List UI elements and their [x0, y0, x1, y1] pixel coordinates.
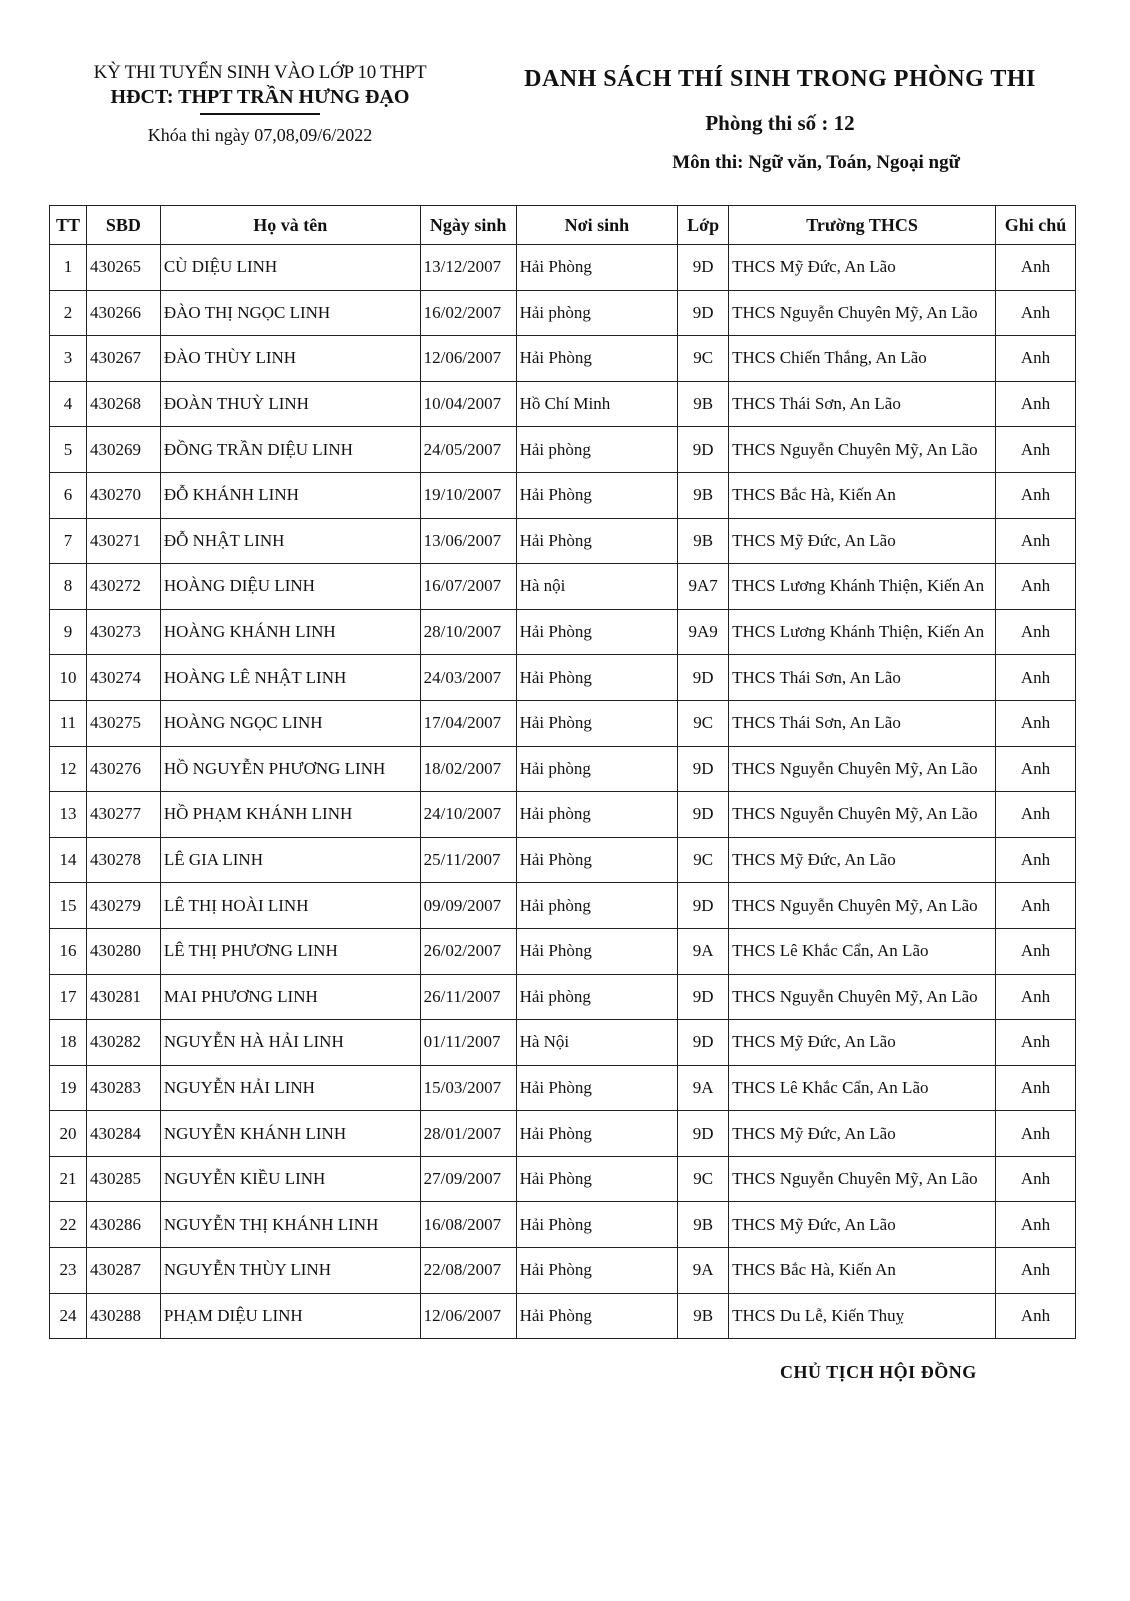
cell-birth-place: Hải Phòng: [516, 1111, 678, 1157]
cell-full-name: ĐÀO THỊ NGỌC LINH: [160, 290, 420, 336]
cell-class: 9B: [678, 1202, 729, 1248]
table-row: [50, 928, 1076, 974]
room-number: Phòng thi số : 12: [705, 111, 855, 135]
cell-school: THCS Nguyễn Chuyên Mỹ, An Lão: [729, 792, 996, 838]
cell-full-name: NGUYỄN HẢI LINH: [160, 1065, 420, 1111]
cell-full-name: HOÀNG LÊ NHẬT LINH: [160, 655, 420, 701]
cell-school: THCS Bắc Hà, Kiến An: [729, 1248, 996, 1294]
cell-school: THCS Nguyễn Chuyên Mỹ, An Lão: [729, 427, 996, 473]
cell-school: THCS Lương Khánh Thiện, Kiến An: [729, 564, 996, 610]
cell-tt: 4: [50, 381, 87, 427]
cell-birth-date: 22/08/2007: [420, 1248, 516, 1294]
table-row: [50, 609, 1076, 655]
cell-class: 9D: [678, 427, 729, 473]
cell-birth-date: 27/09/2007: [420, 1156, 516, 1202]
cell-birth-place: Hải Phòng: [516, 837, 678, 883]
cell-full-name: HOÀNG DIỆU LINH: [160, 564, 420, 610]
council-name: HĐCT: THPT TRẦN HƯNG ĐẠO: [110, 86, 410, 108]
cell-birth-place: Hải phòng: [516, 427, 678, 473]
cell-note: Anh: [996, 1202, 1076, 1248]
cell-birth-place: Hải Phòng: [516, 1065, 678, 1111]
cell-birth-date: 24/10/2007: [420, 792, 516, 838]
cell-birth-place: Hải Phòng: [516, 336, 678, 382]
cell-full-name: CÙ DIỆU LINH: [160, 245, 420, 291]
cell-school: THCS Nguyễn Chuyên Mỹ, An Lão: [729, 974, 996, 1020]
cell-full-name: PHẠM DIỆU LINH: [160, 1293, 420, 1339]
cell-sbd: 430283: [86, 1065, 160, 1111]
column-header-note: Ghi chú: [996, 206, 1076, 245]
cell-sbd: 430273: [86, 609, 160, 655]
cell-birth-date: 26/02/2007: [420, 928, 516, 974]
table-row: [50, 746, 1076, 792]
cell-tt: 7: [50, 518, 87, 564]
cell-birth-date: 16/07/2007: [420, 564, 516, 610]
cell-note: Anh: [996, 792, 1076, 838]
cell-sbd: 430286: [86, 1202, 160, 1248]
cell-birth-place: Hải Phòng: [516, 518, 678, 564]
cell-birth-place: Hải Phòng: [516, 700, 678, 746]
cell-note: Anh: [996, 928, 1076, 974]
cell-tt: 3: [50, 336, 87, 382]
cell-school: THCS Thái Sơn, An Lão: [729, 381, 996, 427]
cell-birth-place: Hồ Chí Minh: [516, 381, 678, 427]
cell-note: Anh: [996, 655, 1076, 701]
exam-dates: Khóa thi ngày 07,08,09/6/2022: [147, 125, 373, 145]
cell-sbd: 430288: [86, 1293, 160, 1339]
table-row: [50, 381, 1076, 427]
cell-school: THCS Nguyễn Chuyên Mỹ, An Lão: [729, 746, 996, 792]
cell-birth-place: Hải phòng: [516, 974, 678, 1020]
cell-note: Anh: [996, 974, 1076, 1020]
table-row: [50, 1020, 1076, 1066]
cell-full-name: NGUYỄN KIỀU LINH: [160, 1156, 420, 1202]
cell-note: Anh: [996, 609, 1076, 655]
cell-school: THCS Nguyễn Chuyên Mỹ, An Lão: [729, 290, 996, 336]
cell-class: 9D: [678, 290, 729, 336]
cell-tt: 10: [50, 655, 87, 701]
cell-school: THCS Mỹ Đức, An Lão: [729, 837, 996, 883]
cell-note: Anh: [996, 1156, 1076, 1202]
cell-school: THCS Mỹ Đức, An Lão: [729, 1111, 996, 1157]
cell-full-name: HOÀNG NGỌC LINH: [160, 700, 420, 746]
cell-school: THCS Mỹ Đức, An Lão: [729, 245, 996, 291]
table-row: [50, 336, 1076, 382]
cell-tt: 12: [50, 746, 87, 792]
cell-tt: 9: [50, 609, 87, 655]
cell-birth-date: 18/02/2007: [420, 746, 516, 792]
cell-note: Anh: [996, 518, 1076, 564]
cell-birth-date: 15/03/2007: [420, 1065, 516, 1111]
cell-class: 9D: [678, 746, 729, 792]
table-row: [50, 1293, 1076, 1339]
cell-note: Anh: [996, 336, 1076, 382]
cell-birth-date: 19/10/2007: [420, 472, 516, 518]
cell-class: 9D: [678, 974, 729, 1020]
table-row: [50, 564, 1076, 610]
table-row: [50, 655, 1076, 701]
cell-birth-date: 09/09/2007: [420, 883, 516, 929]
cell-birth-date: 16/08/2007: [420, 1202, 516, 1248]
cell-birth-place: Hải Phòng: [516, 1202, 678, 1248]
cell-school: THCS Du Lễ, Kiến Thuỵ: [729, 1293, 996, 1339]
cell-sbd: 430274: [86, 655, 160, 701]
council-header: [40, 62, 480, 146]
cell-tt: 19: [50, 1065, 87, 1111]
cell-school: THCS Nguyễn Chuyên Mỹ, An Lão: [729, 1156, 996, 1202]
cell-birth-date: 26/11/2007: [420, 974, 516, 1020]
cell-birth-date: 12/06/2007: [420, 336, 516, 382]
column-header-sbd: SBD: [86, 206, 160, 245]
cell-sbd: 430275: [86, 700, 160, 746]
cell-school: THCS Bắc Hà, Kiến An: [729, 472, 996, 518]
cell-full-name: NGUYỄN THỊ KHÁNH LINH: [160, 1202, 420, 1248]
cell-tt: 13: [50, 792, 87, 838]
cell-class: 9D: [678, 245, 729, 291]
cell-class: 9A: [678, 928, 729, 974]
table-row: [50, 974, 1076, 1020]
cell-note: Anh: [996, 427, 1076, 473]
cell-sbd: 430278: [86, 837, 160, 883]
cell-tt: 21: [50, 1156, 87, 1202]
cell-full-name: LÊ GIA LINH: [160, 837, 420, 883]
cell-birth-date: 28/10/2007: [420, 609, 516, 655]
cell-full-name: ĐÀO THÙY LINH: [160, 336, 420, 382]
cell-birth-place: Hải Phòng: [516, 472, 678, 518]
cell-tt: 5: [50, 427, 87, 473]
cell-note: Anh: [996, 1293, 1076, 1339]
cell-sbd: 430269: [86, 427, 160, 473]
cell-birth-date: 17/04/2007: [420, 700, 516, 746]
cell-class: 9D: [678, 1111, 729, 1157]
cell-note: Anh: [996, 746, 1076, 792]
cell-full-name: MAI PHƯƠNG LINH: [160, 974, 420, 1020]
cell-class: 9B: [678, 381, 729, 427]
cell-full-name: HOÀNG KHÁNH LINH: [160, 609, 420, 655]
cell-sbd: 430265: [86, 245, 160, 291]
cell-full-name: LÊ THỊ HOÀI LINH: [160, 883, 420, 929]
cell-tt: 2: [50, 290, 87, 336]
cell-birth-date: 12/06/2007: [420, 1293, 516, 1339]
cell-sbd: 430271: [86, 518, 160, 564]
cell-sbd: 430267: [86, 336, 160, 382]
cell-class: 9A: [678, 1065, 729, 1111]
cell-sbd: 430268: [86, 381, 160, 427]
cell-birth-date: 28/01/2007: [420, 1111, 516, 1157]
cell-note: Anh: [996, 245, 1076, 291]
cell-note: Anh: [996, 1111, 1076, 1157]
cell-class: 9C: [678, 700, 729, 746]
cell-note: Anh: [996, 381, 1076, 427]
table-header-row: [50, 206, 1076, 245]
cell-class: 9D: [678, 655, 729, 701]
cell-school: THCS Lê Khắc Cẩn, An Lão: [729, 1065, 996, 1111]
cell-sbd: 430270: [86, 472, 160, 518]
table-row: [50, 837, 1076, 883]
cell-birth-date: 24/03/2007: [420, 655, 516, 701]
cell-sbd: 430266: [86, 290, 160, 336]
column-header-full-name: Họ và tên: [160, 206, 420, 245]
cell-class: 9C: [678, 1156, 729, 1202]
column-header-tt: TT: [50, 206, 87, 245]
cell-note: Anh: [996, 837, 1076, 883]
column-header-class: Lớp: [678, 206, 729, 245]
cell-birth-place: Hải Phòng: [516, 655, 678, 701]
cell-birth-place: Hà Nội: [516, 1020, 678, 1066]
cell-tt: 8: [50, 564, 87, 610]
cell-birth-place: Hà nội: [516, 564, 678, 610]
cell-school: THCS Chiến Thắng, An Lão: [729, 336, 996, 382]
cell-birth-date: 13/06/2007: [420, 518, 516, 564]
cell-full-name: HỒ PHẠM KHÁNH LINH: [160, 792, 420, 838]
cell-full-name: ĐỒNG TRẦN DIỆU LINH: [160, 427, 420, 473]
cell-birth-date: 01/11/2007: [420, 1020, 516, 1066]
cell-class: 9C: [678, 837, 729, 883]
cell-class: 9A9: [678, 609, 729, 655]
cell-school: THCS Mỹ Đức, An Lão: [729, 1202, 996, 1248]
document-title: DANH SÁCH THÍ SINH TRONG PHÒNG THI: [524, 66, 1036, 92]
cell-tt: 6: [50, 472, 87, 518]
cell-sbd: 430287: [86, 1248, 160, 1294]
cell-tt: 1: [50, 245, 87, 291]
cell-birth-place: Hải phòng: [516, 792, 678, 838]
cell-birth-place: Hải phòng: [516, 746, 678, 792]
divider: [200, 113, 320, 115]
document-header: [500, 66, 1060, 174]
cell-school: THCS Lê Khắc Cẩn, An Lão: [729, 928, 996, 974]
cell-birth-place: Hải phòng: [516, 883, 678, 929]
cell-sbd: 430284: [86, 1111, 160, 1157]
column-header-birth-place: Nơi sinh: [516, 206, 678, 245]
cell-birth-place: Hải Phòng: [516, 1248, 678, 1294]
cell-full-name: ĐỖ KHÁNH LINH: [160, 472, 420, 518]
cell-full-name: NGUYỄN KHÁNH LINH: [160, 1111, 420, 1157]
cell-note: Anh: [996, 1248, 1076, 1294]
cell-sbd: 430282: [86, 1020, 160, 1066]
cell-tt: 11: [50, 700, 87, 746]
cell-sbd: 430285: [86, 1156, 160, 1202]
cell-note: Anh: [996, 290, 1076, 336]
cell-sbd: 430272: [86, 564, 160, 610]
cell-class: 9D: [678, 883, 729, 929]
table-row: [50, 1065, 1076, 1111]
cell-sbd: 430276: [86, 746, 160, 792]
cell-class: 9B: [678, 518, 729, 564]
cell-birth-date: 25/11/2007: [420, 837, 516, 883]
table-row: [50, 700, 1076, 746]
cell-tt: 14: [50, 837, 87, 883]
cell-school: THCS Thái Sơn, An Lão: [729, 655, 996, 701]
table-row: [50, 1111, 1076, 1157]
cell-birth-place: Hải phòng: [516, 290, 678, 336]
cell-school: THCS Mỹ Đức, An Lão: [729, 1020, 996, 1066]
cell-note: Anh: [996, 700, 1076, 746]
column-header-school: Trường THCS: [729, 206, 996, 245]
cell-sbd: 430280: [86, 928, 160, 974]
cell-birth-date: 16/02/2007: [420, 290, 516, 336]
column-header-birth-date: Ngày sinh: [420, 206, 516, 245]
table-row: [50, 472, 1076, 518]
cell-birth-place: Hải Phòng: [516, 928, 678, 974]
table-row: [50, 245, 1076, 291]
cell-note: Anh: [996, 883, 1076, 929]
cell-tt: 18: [50, 1020, 87, 1066]
cell-sbd: 430279: [86, 883, 160, 929]
cell-full-name: LÊ THỊ PHƯƠNG LINH: [160, 928, 420, 974]
table-row: [50, 1202, 1076, 1248]
cell-tt: 15: [50, 883, 87, 929]
cell-class: 9D: [678, 792, 729, 838]
cell-birth-place: Hải Phòng: [516, 609, 678, 655]
cell-class: 9B: [678, 472, 729, 518]
cell-sbd: 430281: [86, 974, 160, 1020]
signature-title: CHỦ TỊCH HỘI ĐỒNG: [780, 1362, 977, 1382]
cell-birth-date: 24/05/2007: [420, 427, 516, 473]
cell-birth-place: Hải Phòng: [516, 1293, 678, 1339]
table-row: [50, 1248, 1076, 1294]
cell-note: Anh: [996, 564, 1076, 610]
cell-note: Anh: [996, 472, 1076, 518]
table-row: [50, 792, 1076, 838]
exam-name: KỲ THI TUYỂN SINH VÀO LỚP 10 THPT: [93, 62, 427, 83]
cell-class: 9B: [678, 1293, 729, 1339]
table-row: [50, 883, 1076, 929]
cell-tt: 22: [50, 1202, 87, 1248]
candidate-table: [49, 205, 1076, 1339]
exam-subjects: Môn thi: Ngữ văn, Toán, Ngoại ngữ: [672, 152, 960, 173]
cell-note: Anh: [996, 1020, 1076, 1066]
cell-class: 9D: [678, 1020, 729, 1066]
cell-full-name: ĐOÀN THUỲ LINH: [160, 381, 420, 427]
cell-tt: 24: [50, 1293, 87, 1339]
cell-birth-date: 13/12/2007: [420, 245, 516, 291]
cell-class: 9A7: [678, 564, 729, 610]
cell-full-name: HỒ NGUYỄN PHƯƠNG LINH: [160, 746, 420, 792]
table-row: [50, 1156, 1076, 1202]
cell-school: THCS Mỹ Đức, An Lão: [729, 518, 996, 564]
cell-note: Anh: [996, 1065, 1076, 1111]
table-row: [50, 427, 1076, 473]
cell-sbd: 430277: [86, 792, 160, 838]
cell-class: 9A: [678, 1248, 729, 1294]
cell-tt: 20: [50, 1111, 87, 1157]
cell-school: THCS Thái Sơn, An Lão: [729, 700, 996, 746]
cell-tt: 16: [50, 928, 87, 974]
cell-tt: 23: [50, 1248, 87, 1294]
cell-class: 9C: [678, 336, 729, 382]
cell-full-name: NGUYỄN HÀ HẢI LINH: [160, 1020, 420, 1066]
cell-full-name: NGUYỄN THÙY LINH: [160, 1248, 420, 1294]
cell-school: THCS Nguyễn Chuyên Mỹ, An Lão: [729, 883, 996, 929]
table-row: [50, 518, 1076, 564]
cell-full-name: ĐỖ NHẬT LINH: [160, 518, 420, 564]
cell-birth-place: Hải Phòng: [516, 245, 678, 291]
cell-school: THCS Lương Khánh Thiện, Kiến An: [729, 609, 996, 655]
cell-birth-date: 10/04/2007: [420, 381, 516, 427]
cell-tt: 17: [50, 974, 87, 1020]
table-row: [50, 290, 1076, 336]
cell-birth-place: Hải Phòng: [516, 1156, 678, 1202]
